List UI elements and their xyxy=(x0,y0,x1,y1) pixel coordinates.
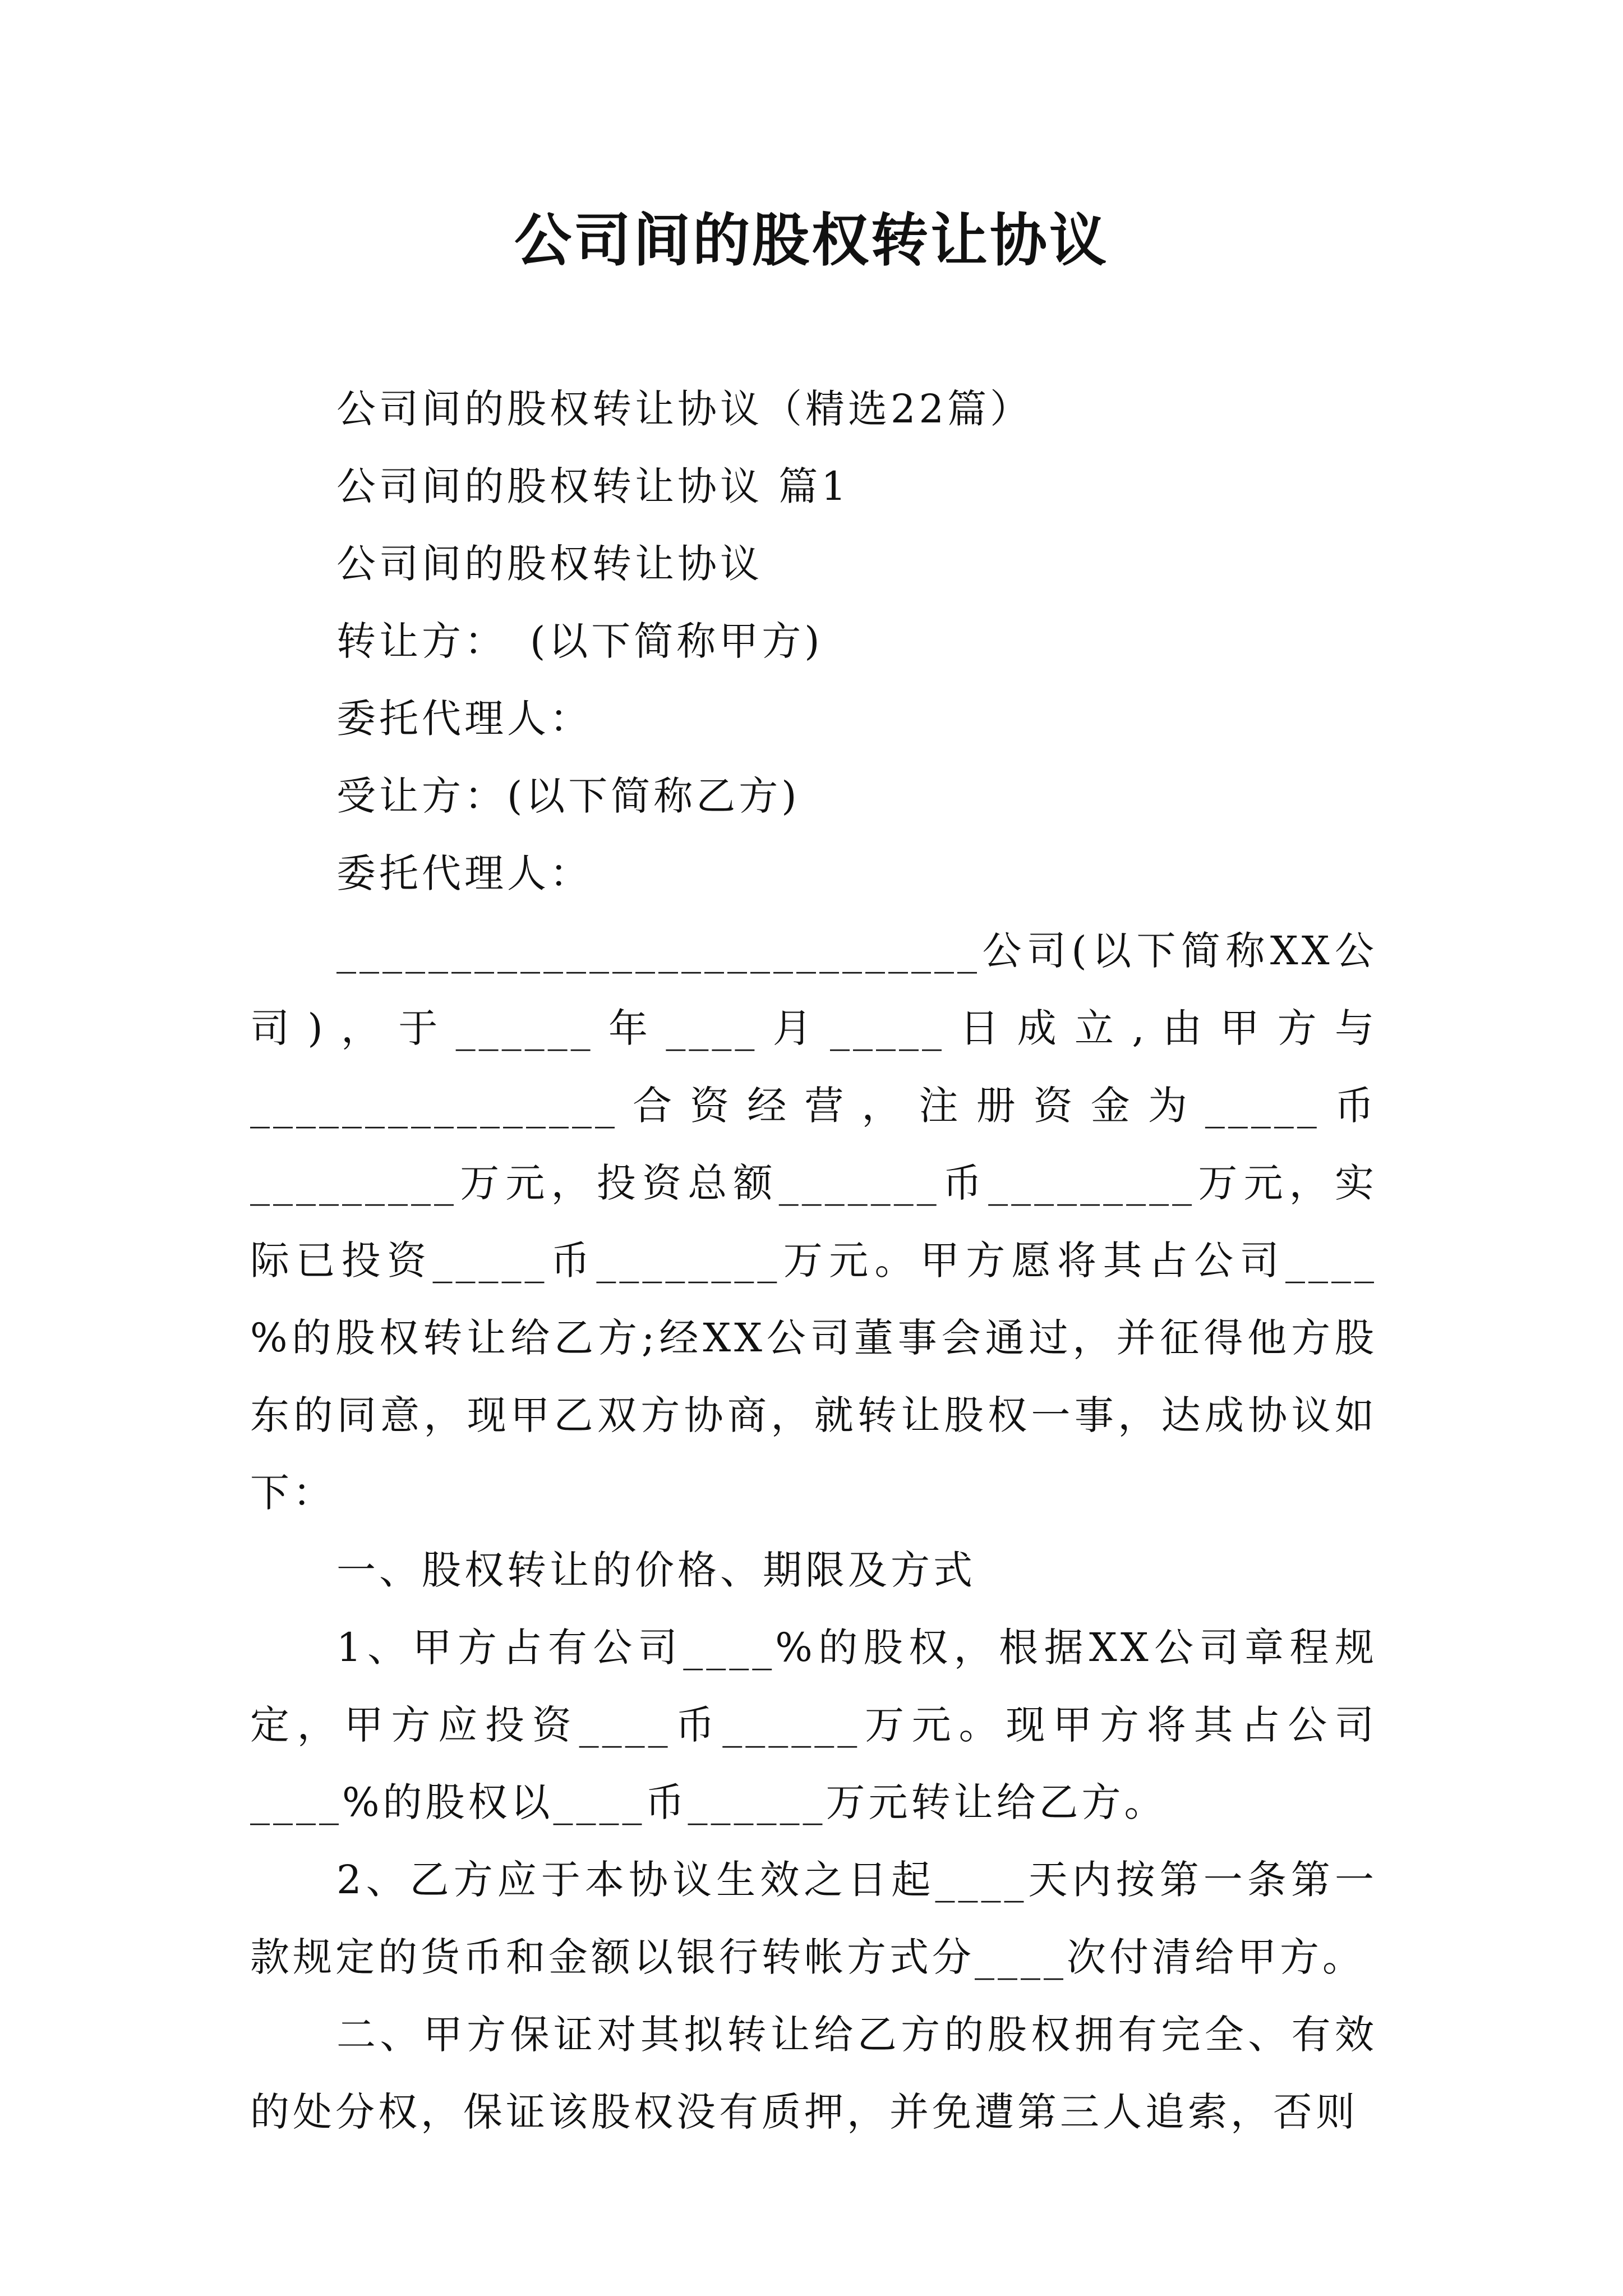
paragraph-agreement-name: 公司间的股权转让协议 xyxy=(336,541,763,587)
paragraph-clause-1-2: 2、乙方应于本协议生效之日起____天内按第一条第一款规定的货币和金额以银行转帐方式分____次付清给甲方。 xyxy=(250,1857,1377,1980)
paragraph-section-heading: 公司间的股权转让协议 篇1 xyxy=(336,463,850,509)
paragraph-preamble: ____________________________公司(以下简称XX公司)，于______年____月_____日成立,由甲方与________________合资经营，注册资金为_____币_________万元，投资总额_______币_________万元，实际已投资_____币________万元。甲方愿将其占公司____ %的股权转让给乙方;经XX公司董事会通过，并征得他方股东的同意，现甲乙双方协商，就转让股权一事，达成协议如下： xyxy=(250,928,1420,1516)
document-title: 公司间的股权转让协议 xyxy=(514,208,1109,274)
paragraph-subtitle: 公司间的股权转让协议（精选22篇） xyxy=(336,386,1033,432)
paragraph-transferee: 受让方：(以下简称乙方) xyxy=(336,773,800,819)
paragraph-transferor-agent: 委托代理人： xyxy=(336,696,592,742)
paragraph-clause-1-1: 1、甲方占有公司____%的股权，根据XX公司章程规定，甲方应投资____币______万元。现甲方将其占公司____%的股权以____币______万元转让给乙方。 xyxy=(250,1625,1377,1825)
paragraph-clause-1-heading: 一、股权转让的价格、期限及方式 xyxy=(336,1547,976,1593)
paragraph-transferor: 转让方： (以下简称甲方) xyxy=(336,618,823,664)
paragraph-clause-2: 二、甲方保证对其拟转让给乙方的股权拥有完全、有效的处分权，保证该股权没有质押，并免遭第三人追索，否则 xyxy=(250,2012,1377,2135)
document-body xyxy=(250,370,1420,2151)
paragraph-transferee-agent: 委托代理人： xyxy=(336,850,592,896)
